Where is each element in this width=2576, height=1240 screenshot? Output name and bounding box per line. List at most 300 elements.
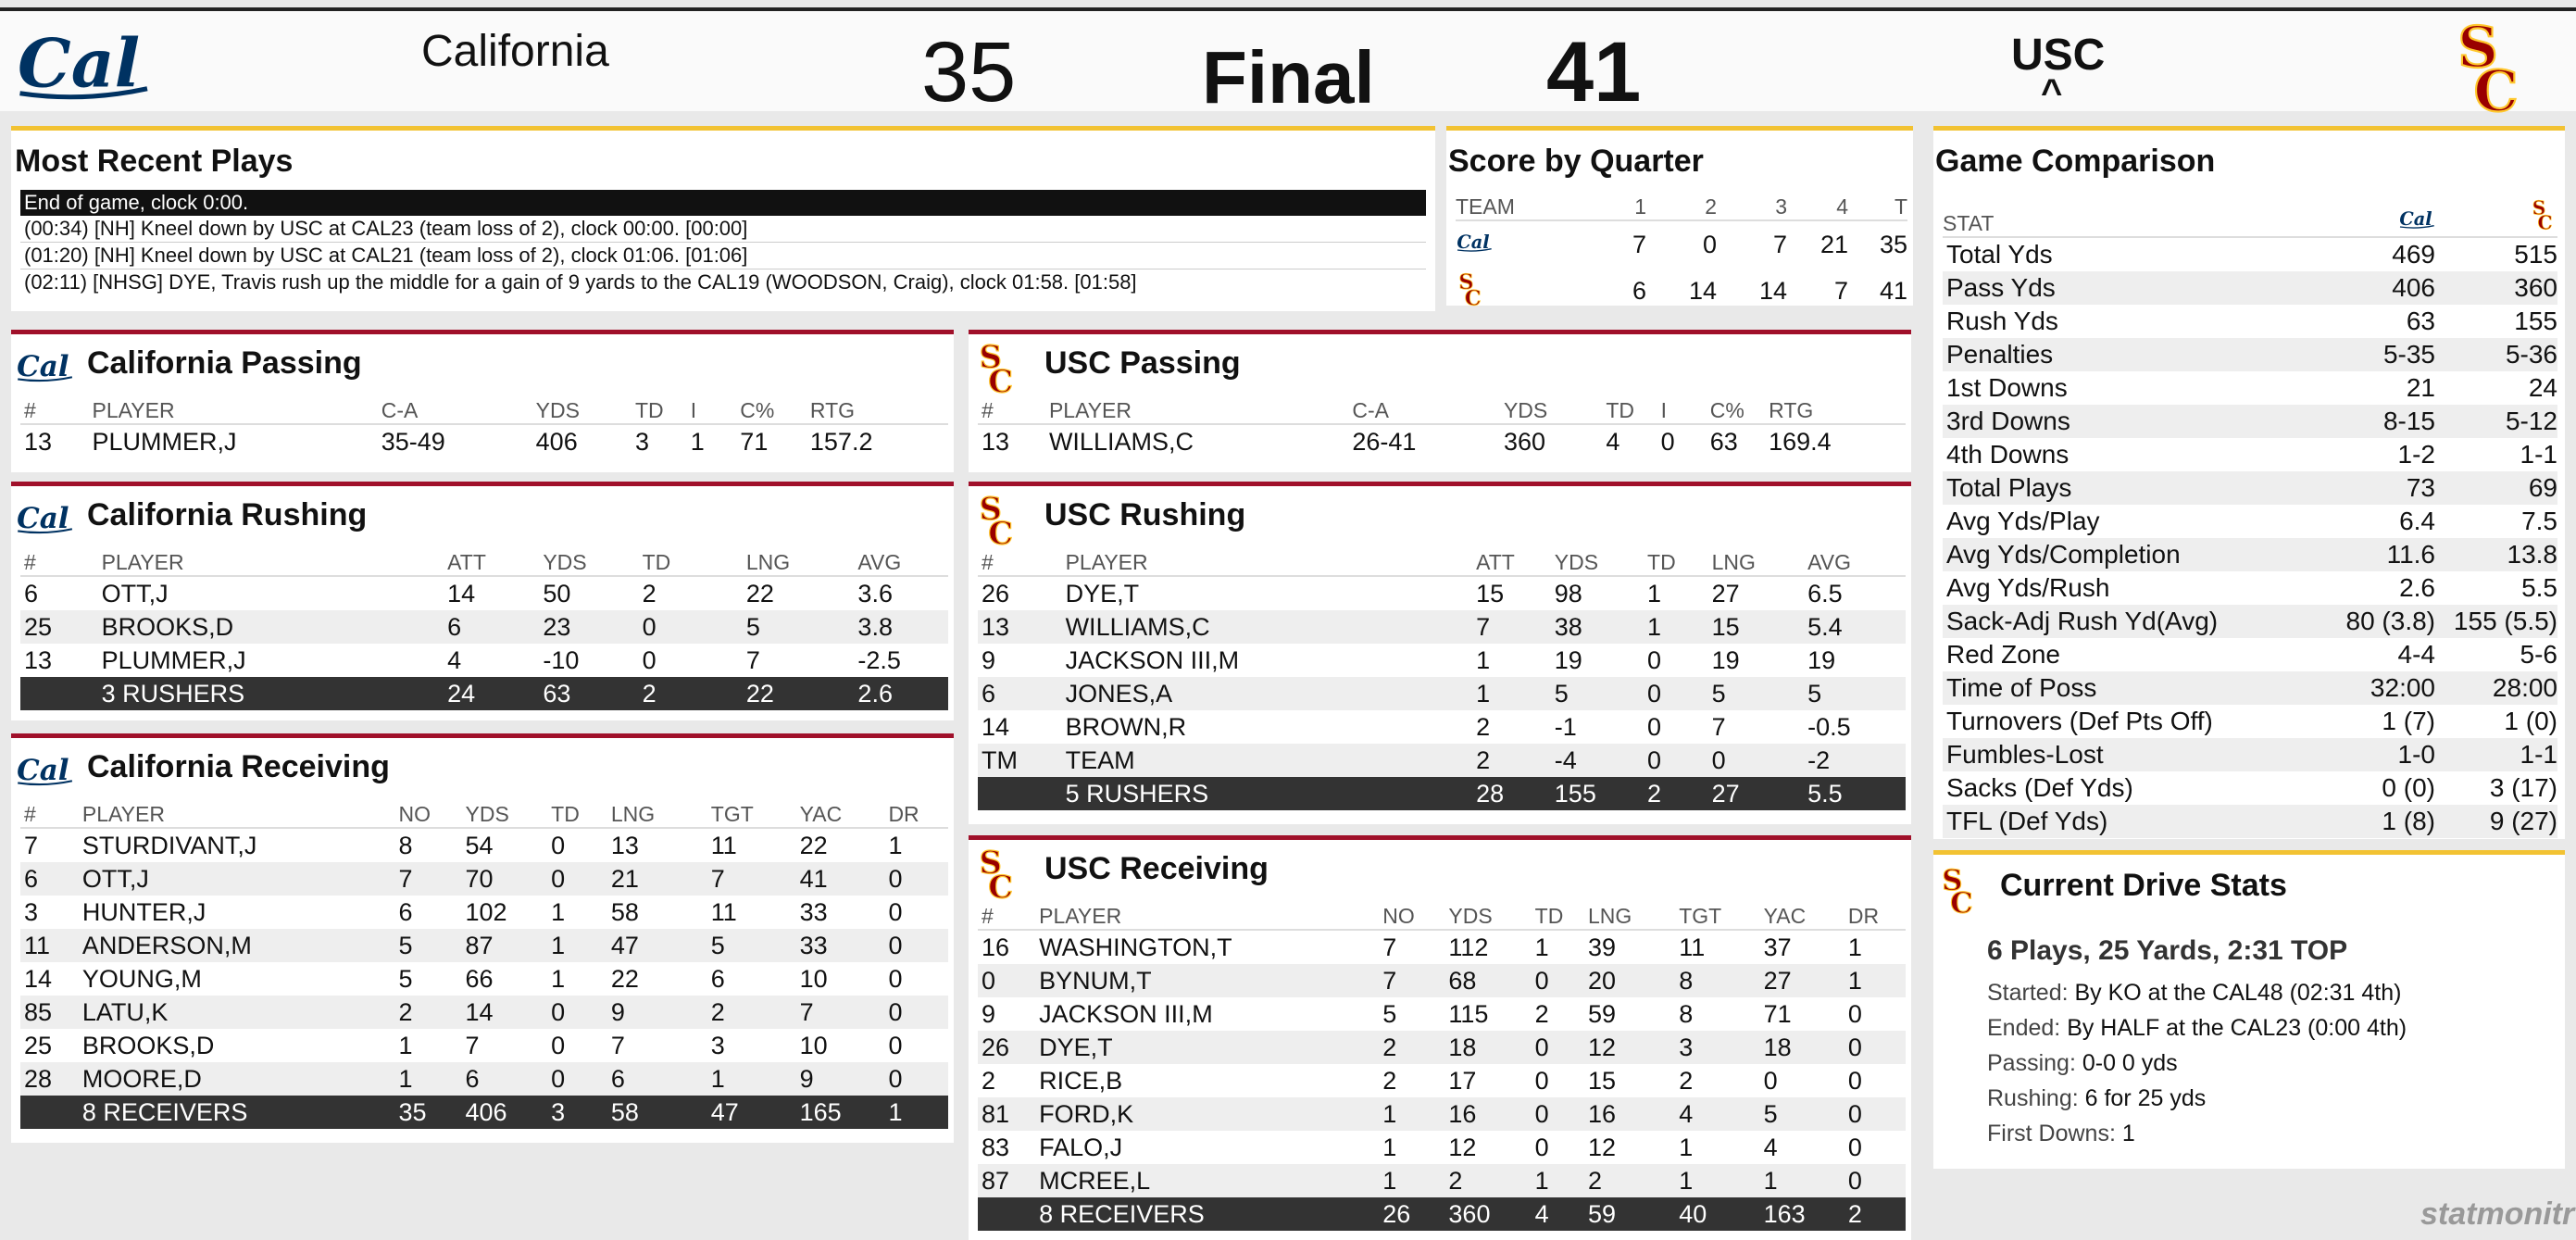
total-score: 41 xyxy=(1879,276,1907,305)
stat-label: Pass Yds xyxy=(1943,271,2332,305)
stat-cell: 7 xyxy=(745,645,760,674)
stat-cell: 4 xyxy=(447,645,462,674)
stat-cell: 10 xyxy=(799,1031,828,1059)
stat-cell: 22 xyxy=(799,831,828,859)
stat-cell: 1 xyxy=(547,929,607,962)
column-header: # xyxy=(20,545,98,576)
table-row xyxy=(1943,305,2557,338)
jersey-number: 6 xyxy=(24,579,39,607)
stat-cell: 22 xyxy=(610,964,639,993)
stat-label: TFL (Def Yds) xyxy=(1943,805,2332,838)
stat-cell: 3 xyxy=(547,1096,607,1129)
stat-cell: 1 xyxy=(551,897,566,926)
table-row xyxy=(1943,671,2557,705)
stat-cell: 3 xyxy=(635,427,650,456)
jersey-number: 87 xyxy=(978,1164,1035,1197)
usc-logo-icon xyxy=(2530,197,2557,231)
quarter-score: 14 xyxy=(1758,276,1787,305)
cal-passing-title: California Passing xyxy=(87,345,362,381)
quarter-score: 21 xyxy=(1819,230,1848,258)
quarter-score: 6 xyxy=(1632,276,1646,305)
stat-cell: 2 xyxy=(639,677,743,710)
stat-cell: 0 xyxy=(888,897,903,926)
game-comparison-table xyxy=(1943,197,2557,838)
usc-stat-value: 13.8 xyxy=(2435,538,2557,571)
stat-cell: 7 xyxy=(465,1031,480,1059)
stat-cell: 0 xyxy=(551,831,566,859)
quarter-score: 14 xyxy=(1688,276,1717,305)
drive-ended: Ended: By HALF at the CAL23 (0:00 4th) xyxy=(1987,1015,2407,1041)
stat-cell: 0 xyxy=(547,862,607,896)
table-row xyxy=(1943,271,2557,305)
player-name: BROOKS,D xyxy=(98,610,444,644)
jersey-number: 3 xyxy=(24,897,39,926)
cal-stat-value: 1-2 xyxy=(2397,440,2435,469)
stat-cell: 2 xyxy=(1472,744,1551,777)
stat-label: 3rd Downs xyxy=(1943,405,2332,438)
stat-cell: 15 xyxy=(1587,1066,1617,1095)
usc-stat-value: 69 xyxy=(2435,471,2557,505)
table-row xyxy=(1943,405,2557,438)
stat-cell: 2 xyxy=(1476,712,1491,741)
cal-stat-value: 1 (8) xyxy=(2332,805,2435,838)
scoreboard xyxy=(0,7,2576,119)
player-name: PLUMMER,J xyxy=(92,427,237,456)
stat-cell: 1 xyxy=(1532,1164,1584,1197)
jersey-number: 16 xyxy=(982,933,1010,961)
player-name: TEAM xyxy=(1062,744,1473,777)
column-header: TD xyxy=(1532,899,1584,930)
stat-cell: 3.8 xyxy=(854,610,948,644)
jersey-number xyxy=(978,1197,1035,1231)
stat-cell: 0 xyxy=(884,1062,948,1096)
table-row xyxy=(978,744,1906,777)
stat-cell: 1 xyxy=(884,1096,948,1129)
stat-cell: 4 xyxy=(1532,1197,1584,1231)
player-name: RICE,B xyxy=(1039,1066,1123,1095)
stat-cell: 0 xyxy=(884,929,948,962)
score-by-quarter-panel xyxy=(1446,126,1913,306)
player-name: 3 RUSHERS xyxy=(98,677,444,710)
stat-cell: 12 xyxy=(1448,1133,1477,1161)
usc-logo-icon xyxy=(976,844,1020,901)
stat-cell: 27 xyxy=(1711,579,1740,607)
stat-cell: 0 xyxy=(1532,1097,1584,1131)
cal-receiving-table xyxy=(20,797,948,1129)
usc-logo-icon xyxy=(976,490,1020,547)
game-status: Final xyxy=(1202,36,1375,119)
cal-logo-icon xyxy=(2398,207,2435,231)
stat-cell: 3 xyxy=(710,1031,725,1059)
stat-label: Penalties xyxy=(1943,338,2332,371)
player-name: BROWN,R xyxy=(1065,712,1187,741)
stat-label: Fumbles-Lost xyxy=(1943,738,2332,771)
stat-cell: 1 xyxy=(551,964,566,993)
table-row xyxy=(1943,371,2557,405)
usc-stat-value: 1-1 xyxy=(2435,738,2557,771)
stat-cell: 0 xyxy=(1844,1031,1906,1064)
stat-label: Total Yds xyxy=(1946,240,2053,269)
stat-cell: 1 xyxy=(1675,1164,1759,1197)
stat-cell: 33 xyxy=(799,897,828,926)
table-row xyxy=(1943,471,2557,505)
stat-cell: 0 xyxy=(1660,427,1675,456)
table-row xyxy=(20,828,948,862)
table-row xyxy=(1943,538,2557,571)
cal-stat-value: 0 (0) xyxy=(2382,773,2435,802)
stat-cell: 2 xyxy=(1444,1164,1531,1197)
usc-logo-icon xyxy=(976,338,1020,395)
home-team-score: 35 xyxy=(921,25,1017,119)
jersey-number: 13 xyxy=(982,427,1010,456)
table-row xyxy=(1943,605,2557,638)
stat-cell: 50 xyxy=(543,579,571,607)
watermark-logo: statmonitr xyxy=(2420,1196,2575,1232)
table-row xyxy=(20,1062,948,1096)
cal-rushing-title: California Rushing xyxy=(87,497,368,532)
stat-cell: 163 xyxy=(1760,1197,1844,1231)
stat-cell: 22 xyxy=(743,677,855,710)
table-row xyxy=(1943,505,2557,538)
score-by-quarter-title: Score by Quarter xyxy=(1448,144,1704,179)
stat-cell: 406 xyxy=(462,1096,548,1129)
player-name: JONES,A xyxy=(1062,677,1473,710)
stat-cell: 0 xyxy=(1534,1066,1549,1095)
stat-cell: 63 xyxy=(539,677,638,710)
stat-cell: 0 xyxy=(1532,964,1584,997)
player-name: WILLIAMS,C xyxy=(1062,610,1473,644)
column-header: TD xyxy=(639,545,743,576)
stat-cell: 1 xyxy=(888,831,903,859)
jersey-number: 9 xyxy=(982,645,996,674)
stat-cell: 7 xyxy=(1382,933,1397,961)
cal-stat-value: 32:00 xyxy=(2332,671,2435,705)
stat-cell: 0 xyxy=(639,610,743,644)
column-header: PLAYER xyxy=(89,394,378,424)
possession-indicator-icon: ^ xyxy=(2041,72,2063,113)
stat-cell: 2 xyxy=(1844,1197,1906,1231)
drive-rushing: Rushing: 6 for 25 yds xyxy=(1987,1085,2207,1111)
stat-cell: 12 xyxy=(1587,1133,1617,1161)
stat-cell: 0 xyxy=(1644,677,1708,710)
stat-cell: 7 xyxy=(1472,610,1551,644)
stat-cell: 14 xyxy=(447,579,476,607)
cal-stat-value: 73 xyxy=(2332,471,2435,505)
stat-cell: 7 xyxy=(707,862,796,896)
stat-cell: 3 xyxy=(1675,1031,1759,1064)
stat-cell: 8 xyxy=(398,831,413,859)
col-q1: 1 xyxy=(1585,190,1646,220)
usc-stat-value: 9 (27) xyxy=(2435,805,2557,838)
player-name: DYE,T xyxy=(1035,1031,1379,1064)
total-score: 35 xyxy=(1879,230,1907,258)
column-header: C% xyxy=(736,394,807,424)
stat-cell: 26-41 xyxy=(1352,427,1417,456)
stat-cell: 8 xyxy=(1679,999,1694,1028)
stat-cell: 6.5 xyxy=(1807,579,1843,607)
stat-cell: 47 xyxy=(707,1096,796,1129)
cal-stat-value: 21 xyxy=(2406,373,2435,402)
stat-cell: 9 xyxy=(796,1062,885,1096)
play-item: End of game, clock 0:00. xyxy=(20,190,1426,216)
table-row xyxy=(20,644,948,677)
column-header: NO xyxy=(394,797,461,828)
stat-cell: 157.2 xyxy=(809,427,873,456)
stat-cell: 6 xyxy=(462,1062,548,1096)
stat-cell: 15 xyxy=(1476,579,1505,607)
jersey-number xyxy=(20,1096,79,1129)
stat-cell: 6 xyxy=(710,964,725,993)
usc-stat-value: 1-1 xyxy=(2520,440,2557,469)
stat-cell: 13 xyxy=(610,831,639,859)
stat-cell: 71 xyxy=(740,427,769,456)
stat-cell: 6 xyxy=(398,897,413,926)
player-name: WASHINGTON,T xyxy=(1039,933,1232,961)
stat-cell: 38 xyxy=(1551,610,1644,644)
column-header: PLAYER xyxy=(98,545,444,576)
table-row xyxy=(20,1029,948,1062)
quarter-score: 7 xyxy=(1833,276,1848,305)
stat-cell: -10 xyxy=(543,645,580,674)
stat-cell: 0 xyxy=(547,1062,607,1096)
jersey-number: 13 xyxy=(24,645,53,674)
stat-cell: 27 xyxy=(1708,777,1804,810)
player-name: MCREE,L xyxy=(1035,1164,1379,1197)
jersey-number: 0 xyxy=(978,964,1035,997)
column-header: LNG xyxy=(607,797,707,828)
cal-stat-value: 80 (3.8) xyxy=(2332,605,2435,638)
column-header: LNG xyxy=(743,545,855,576)
stat-cell: 169.4 xyxy=(1769,427,1832,456)
home-team-name: California xyxy=(421,27,609,76)
column-header: # xyxy=(978,394,1045,424)
total-row xyxy=(20,677,948,710)
stat-cell: 1 xyxy=(1476,645,1491,674)
jersey-number: 25 xyxy=(24,1031,53,1059)
player-name: JACKSON III,M xyxy=(1065,645,1240,674)
column-header: LNG xyxy=(1584,899,1675,930)
stat-cell: -1 xyxy=(1554,712,1577,741)
usc-stat-value: 155 (5.5) xyxy=(2435,605,2557,638)
away-team-name: USC xyxy=(2011,31,2106,80)
column-header: # xyxy=(20,797,79,828)
table-row xyxy=(20,996,948,1029)
jersey-number: 6 xyxy=(978,677,1062,710)
column-header: # xyxy=(978,899,1035,930)
stat-cell: 5 xyxy=(1760,1097,1844,1131)
usc-receiving-title: USC Receiving xyxy=(1044,851,1269,886)
table-row xyxy=(1943,738,2557,771)
recent-plays-list xyxy=(20,190,1426,295)
table-row xyxy=(978,710,1906,744)
player-name: WILLIAMS,C xyxy=(1048,427,1194,456)
col-q3: 3 xyxy=(1717,190,1787,220)
player-name: PLUMMER,J xyxy=(101,645,246,674)
stat-cell: 0 xyxy=(884,996,948,1029)
table-row xyxy=(20,424,948,458)
jersey-number: 26 xyxy=(978,1031,1035,1064)
stat-cell: 1 xyxy=(1760,1164,1844,1197)
stat-label: Turnovers (Def Pts Off) xyxy=(1946,707,2213,735)
table-row xyxy=(20,576,948,610)
column-header: PLAYER xyxy=(1035,899,1379,930)
table-row xyxy=(978,1164,1906,1197)
jersey-number: 14 xyxy=(24,964,53,993)
play-item: (02:11) [NHSG] DYE, Travis rush up the middle for a gain of 9 yards to the CAL19 (WOODSON, Craig), clock 01:58. [01:58] xyxy=(24,270,1137,294)
stat-cell: 0 xyxy=(1647,645,1662,674)
stat-cell: 68 xyxy=(1444,964,1531,997)
player-name: 5 RUSHERS xyxy=(1062,777,1473,810)
stat-cell: 1 xyxy=(1379,1097,1444,1131)
stat-cell: 17 xyxy=(1448,1066,1477,1095)
usc-stat-value: 5.5 xyxy=(2521,573,2557,602)
stat-cell: 9 xyxy=(607,996,707,1029)
table-row xyxy=(978,997,1906,1031)
stat-cell: 2 xyxy=(1382,1066,1397,1095)
stat-cell: 1 xyxy=(1647,579,1662,607)
column-header: NO xyxy=(1379,899,1444,930)
total-row xyxy=(20,1096,948,1129)
stat-cell: 1 xyxy=(1472,677,1551,710)
column-header: TGT xyxy=(1675,899,1759,930)
play-item: (01:20) [NH] Kneel down by USC at CAL21 (team loss of 2), clock 01:06. [01:06] xyxy=(20,243,1426,269)
stat-cell: 7 xyxy=(394,862,461,896)
stat-cell: 40 xyxy=(1675,1197,1759,1231)
stat-cell: 0 xyxy=(1647,712,1662,741)
stat-cell: 8 xyxy=(1675,964,1759,997)
table-row xyxy=(978,1097,1906,1131)
stat-cell: 4 xyxy=(1606,427,1620,456)
jersey-number: 7 xyxy=(24,831,39,859)
jersey-number: 9 xyxy=(982,999,996,1028)
column-header: TD xyxy=(1644,545,1708,576)
stat-cell: 0 xyxy=(1532,1031,1584,1064)
stat-cell: 1 xyxy=(1534,933,1549,961)
col-total: T xyxy=(1848,190,1907,220)
stat-cell: -2.5 xyxy=(857,645,901,674)
stat-cell: 98 xyxy=(1554,579,1582,607)
column-header: PLAYER xyxy=(79,797,395,828)
jersey-number: 26 xyxy=(982,579,1010,607)
stat-cell: 70 xyxy=(462,862,548,896)
usc-stat-value: 7.5 xyxy=(2521,507,2557,535)
column-header: YDS xyxy=(1500,394,1602,424)
stat-cell: 20 xyxy=(1584,964,1675,997)
cal-stat-value: 1-0 xyxy=(2332,738,2435,771)
stat-cell: 5.4 xyxy=(1804,610,1906,644)
usc-rushing-panel xyxy=(969,482,1911,824)
cal-logo-icon xyxy=(1456,230,1493,254)
stat-label: Rush Yds xyxy=(1946,307,2058,335)
player-name: DYE,T xyxy=(1065,579,1140,607)
player-name: OTT,J xyxy=(79,862,395,896)
jersey-number: 14 xyxy=(982,712,1010,741)
table-row xyxy=(978,424,1906,458)
stat-cell: 0 xyxy=(1708,744,1804,777)
player-name: 8 RECEIVERS xyxy=(1035,1197,1379,1231)
player-name: HUNTER,J xyxy=(81,897,206,926)
stat-cell: 11 xyxy=(710,897,737,926)
away-team-score: 41 xyxy=(1546,25,1642,119)
table-row xyxy=(1943,237,2557,271)
column-header: ATT xyxy=(444,545,539,576)
table-row xyxy=(978,930,1906,964)
stat-cell: 71 xyxy=(1763,999,1792,1028)
stat-cell: 37 xyxy=(1763,933,1792,961)
column-header: # xyxy=(978,545,1062,576)
column-header: C-A xyxy=(1348,394,1500,424)
game-comparison-panel xyxy=(1933,126,2565,839)
stat-cell: 5 xyxy=(743,610,855,644)
player-name: STURDIVANT,J xyxy=(81,831,257,859)
table-row xyxy=(978,677,1906,710)
cal-logo-icon xyxy=(15,345,74,386)
stat-cell: 5 xyxy=(1382,999,1397,1028)
jersey-number: 81 xyxy=(978,1097,1035,1131)
column-header: AVG xyxy=(1804,545,1906,576)
stat-cell: 54 xyxy=(465,831,494,859)
stat-cell: 0 xyxy=(1763,1066,1778,1095)
jersey-number: 25 xyxy=(20,610,98,644)
usc-logo-icon xyxy=(1456,269,1487,307)
stat-cell: 1 xyxy=(1679,1133,1694,1161)
table-row xyxy=(978,964,1906,997)
jersey-number: 85 xyxy=(20,996,79,1029)
table-row xyxy=(1943,571,2557,605)
stat-cell: 11 xyxy=(710,831,737,859)
usc-passing-title: USC Passing xyxy=(1044,345,1241,381)
stat-cell: 19 xyxy=(1711,645,1740,674)
column-header: PLAYER xyxy=(1045,394,1348,424)
jersey-number: TM xyxy=(978,744,1062,777)
player-name: FORD,K xyxy=(1035,1097,1379,1131)
stat-label: 1st Downs xyxy=(1946,373,2068,402)
stat-cell: 2 xyxy=(1584,1164,1675,1197)
stat-cell: 5 xyxy=(707,929,796,962)
stat-cell: 5 xyxy=(1708,677,1804,710)
jersey-number xyxy=(20,677,98,710)
stat-cell: 360 xyxy=(1444,1197,1531,1231)
player-name: MOORE,D xyxy=(79,1062,395,1096)
stat-cell: 58 xyxy=(607,1096,707,1129)
cal-logo-icon xyxy=(15,497,74,538)
stat-cell: 26 xyxy=(1379,1197,1444,1231)
usc-stat-value: 360 xyxy=(2435,271,2557,305)
table-row xyxy=(1943,338,2557,371)
column-header: # xyxy=(20,394,89,424)
column-header: TD xyxy=(547,797,607,828)
score-by-quarter-table xyxy=(1456,190,1907,314)
stat-cell: 41 xyxy=(796,862,885,896)
table-row xyxy=(1943,771,2557,805)
cal-stat-value: 5-35 xyxy=(2332,338,2435,371)
stat-cell: 102 xyxy=(465,897,507,926)
stat-cell: 35-49 xyxy=(381,427,445,456)
stat-cell: 406 xyxy=(535,427,578,456)
table-row xyxy=(20,610,948,644)
stat-cell: 2 xyxy=(1534,999,1549,1028)
stat-cell: 24 xyxy=(444,677,539,710)
total-row xyxy=(978,777,1906,810)
cal-stat-value: 1 (7) xyxy=(2382,707,2435,735)
stat-cell: 2 xyxy=(1379,1031,1444,1064)
stat-cell: 165 xyxy=(796,1096,885,1129)
table-row xyxy=(978,610,1906,644)
stat-cell: 7 xyxy=(610,1031,625,1059)
stat-cell: 2 xyxy=(642,579,657,607)
table-row xyxy=(1943,805,2557,838)
column-header: YDS xyxy=(539,545,638,576)
